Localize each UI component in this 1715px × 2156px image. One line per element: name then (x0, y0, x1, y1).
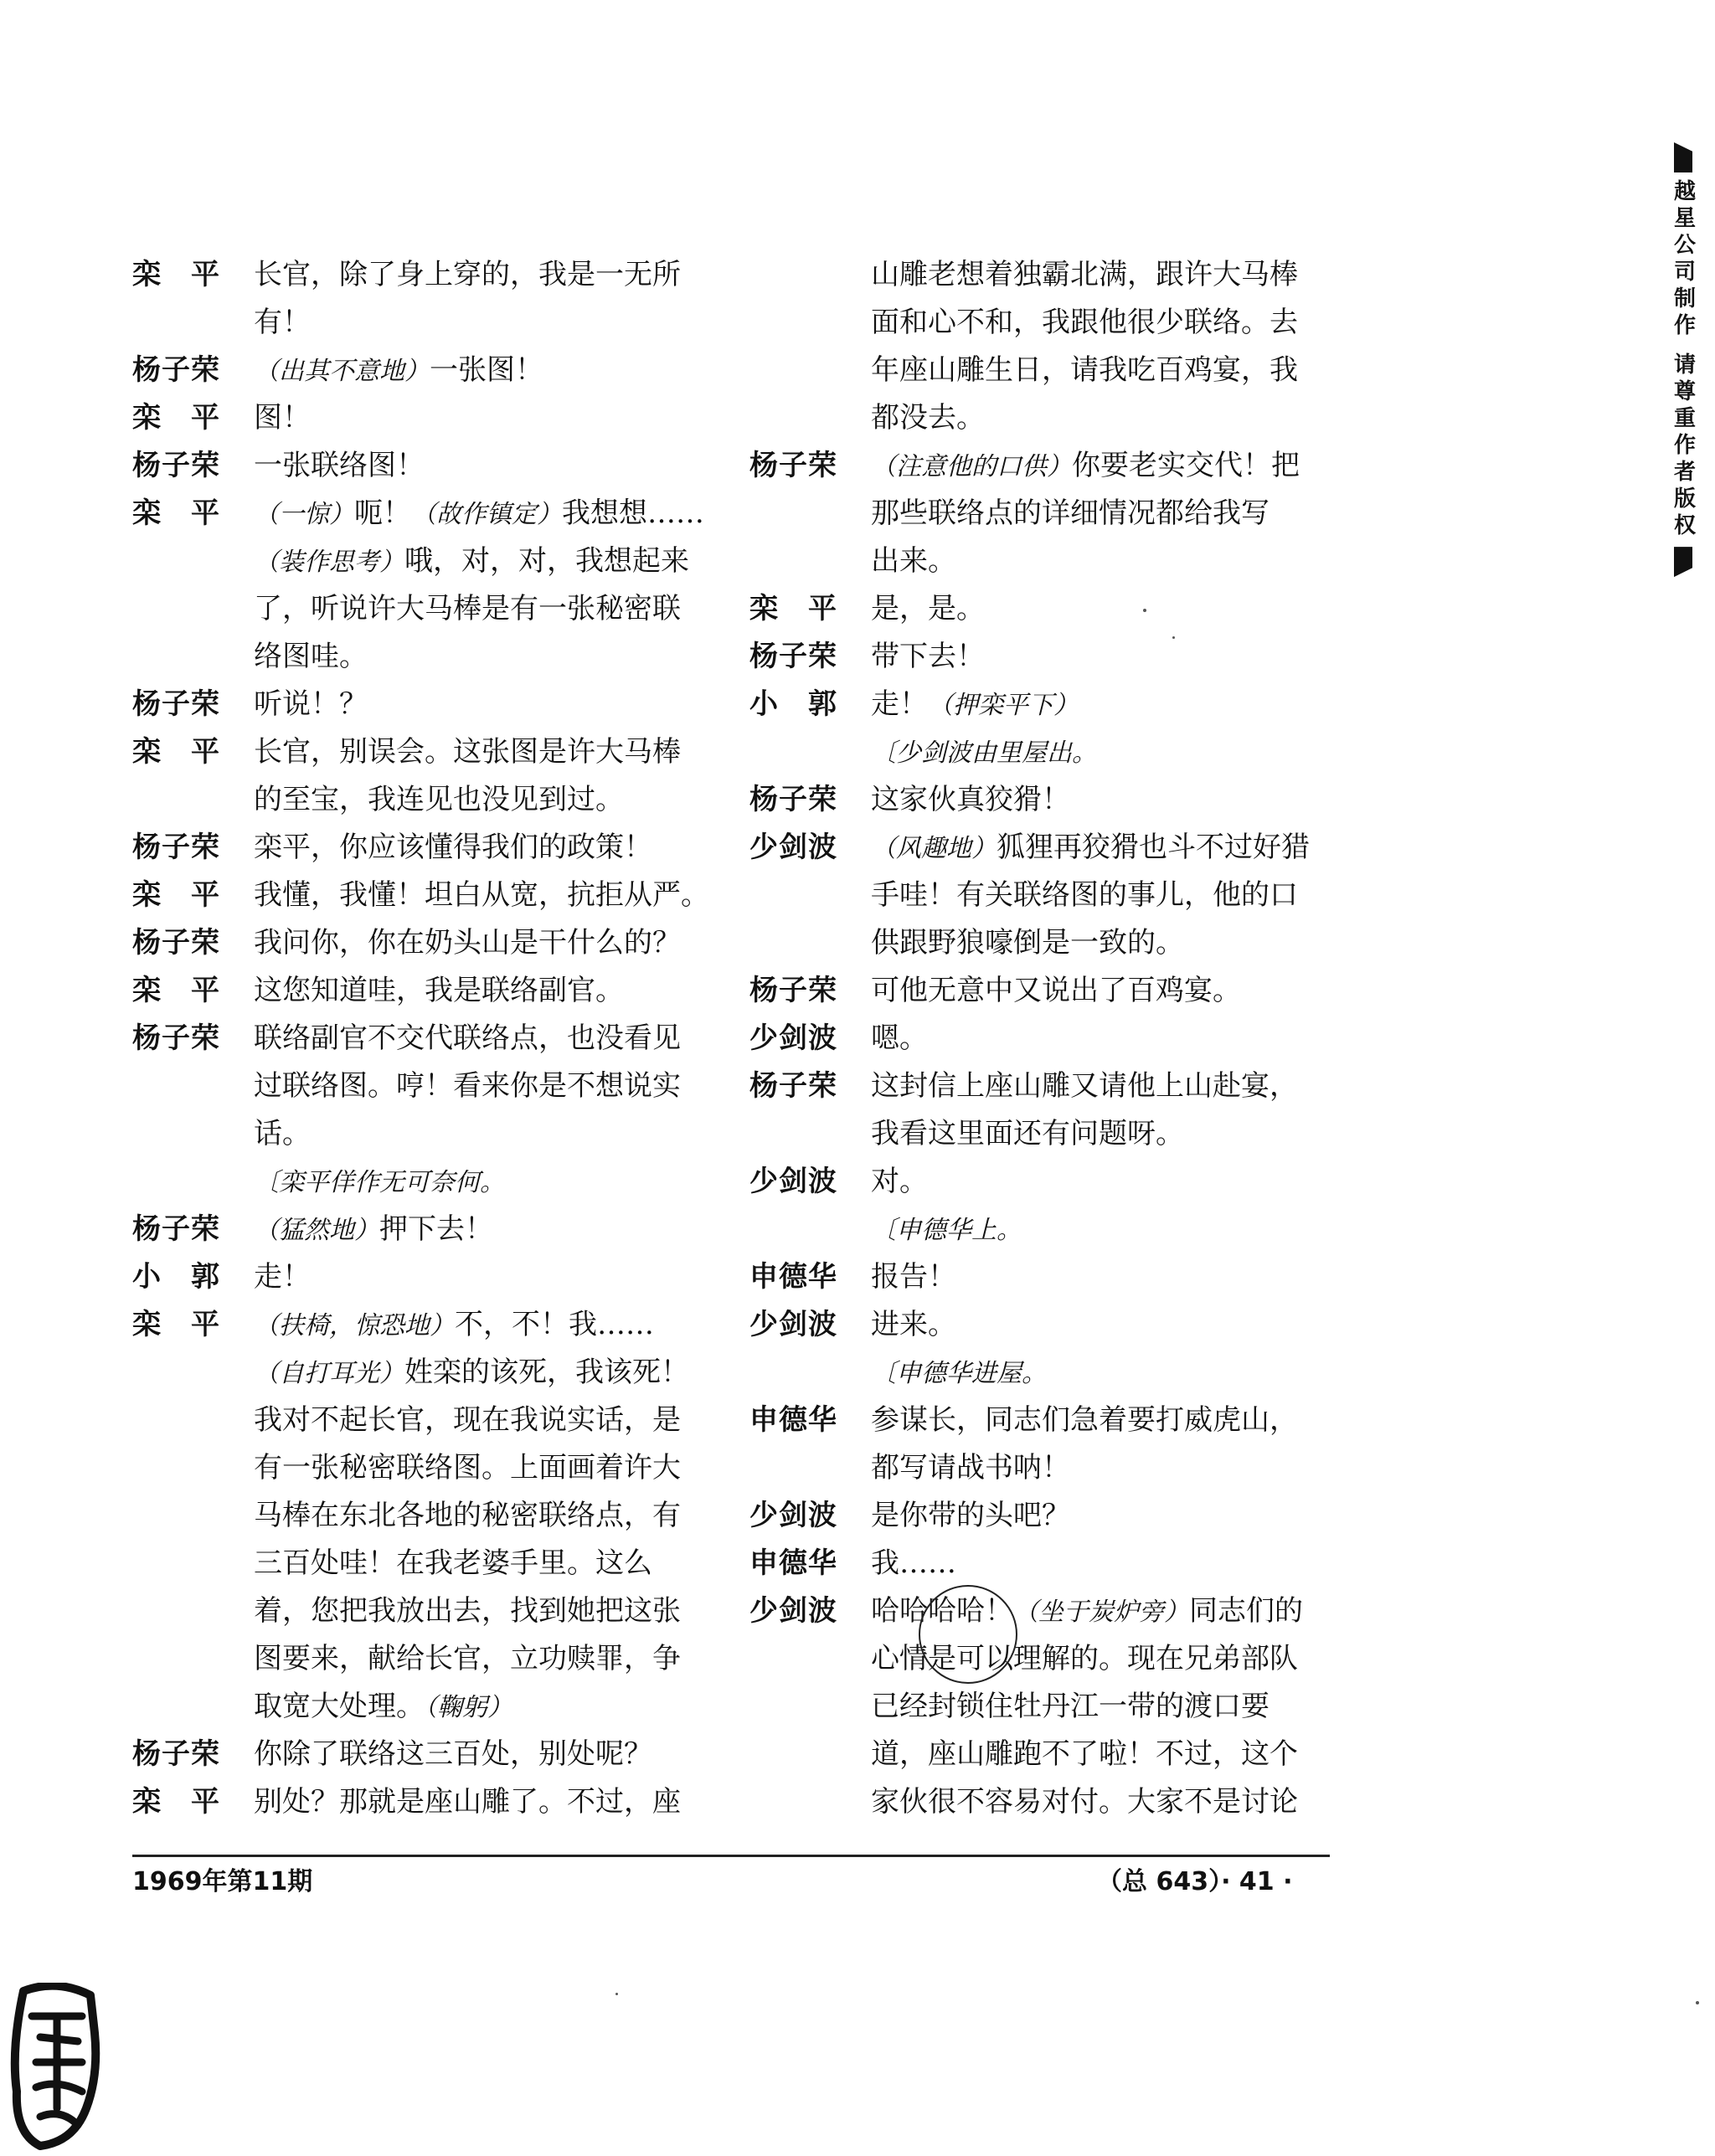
spoken-text: 带下去！ (871, 640, 985, 673)
dialogue-text (871, 1540, 956, 1587)
dialogue-line (749, 1731, 1336, 1778)
speaker-name: 少剑波 (749, 1594, 837, 1628)
stage-direction: （猛然地） (254, 1216, 379, 1245)
dialogue-text (871, 299, 1298, 347)
dialogue-line (749, 1492, 1336, 1540)
spoken-text: 马棒在东北各地的秘密联络点，有 (254, 1499, 681, 1532)
dialogue-text (871, 824, 1310, 872)
spoken-text: 道，座山雕跑不了啦！不过，这个 (871, 1737, 1298, 1771)
speaker-name: 杨子荣 (132, 1737, 220, 1771)
stage-direction: 〔少剑波由里屋出。 (871, 738, 1097, 768)
speaker-name: 栾 平 (132, 401, 220, 435)
dialogue-text (254, 681, 368, 728)
speaker-name: 杨子荣 (749, 783, 837, 816)
spoken-text: 一张图！ (430, 353, 543, 387)
dialogue-line (749, 1253, 1336, 1301)
spoken-text: 了，听说许大马棒是有一张秘密联 (254, 592, 681, 625)
dialogue-line (132, 538, 718, 585)
dialogue-line (749, 681, 1336, 728)
dialogue-line (132, 1778, 718, 1826)
dialogue-text (871, 251, 1298, 299)
dialogue-line (132, 872, 718, 919)
dialogue-text (254, 633, 368, 681)
dialogue-text (871, 776, 1070, 824)
spoken-text: 是，是。 (871, 592, 985, 625)
spoken-text: 同志们的 (1189, 1594, 1303, 1628)
speaker-name: 小 郭 (132, 1260, 220, 1294)
library-seal-stamp (7, 1983, 107, 2150)
dialogue-text (871, 1301, 956, 1349)
dialogue-line (132, 299, 718, 347)
dialogue-text (254, 1253, 311, 1301)
spoken-text: 着，您把我放出去，找到她把这张 (254, 1594, 681, 1628)
spoken-text: 出来。 (871, 544, 956, 578)
spoken-text: 都写请战书呐！ (871, 1451, 1070, 1485)
dialogue-text (871, 919, 1184, 967)
dialogue-text (254, 490, 704, 538)
stage-direction: （风趣地） (871, 834, 997, 863)
dialogue-text (254, 919, 681, 967)
dialogue-line (132, 1731, 718, 1778)
dialogue-line (749, 1015, 1336, 1063)
dialogue-line (132, 1540, 718, 1587)
spoken-text: 那些联络点的详细情况都给我写 (871, 497, 1270, 530)
stage-direction: （一惊） (254, 500, 354, 529)
spoken-text: 年座山雕生日，请我吃百鸡宴，我 (871, 353, 1298, 387)
spoken-text: 嗯。 (871, 1021, 928, 1055)
dialogue-line (749, 1587, 1336, 1635)
dialogue-line (749, 1301, 1336, 1349)
dialogue-line (132, 1444, 718, 1492)
spoken-text: 哈哈哈哈！ (871, 1594, 1013, 1628)
spoken-text: 你要老实交代！把 (1072, 449, 1300, 482)
dialogue-line (132, 919, 718, 967)
spoken-text: 这家伙真狡猾！ (871, 783, 1070, 816)
footer-rule (132, 1855, 1330, 1857)
dialogue-line (749, 1540, 1336, 1587)
spoken-text: 我对不起长官，现在我说实话，是 (254, 1403, 681, 1437)
dialogue-line (132, 633, 718, 681)
dialogue-line (132, 490, 718, 538)
stage-direction: （故作镇定） (411, 500, 562, 529)
speaker-name: 申德华 (749, 1403, 837, 1437)
speaker-name: 少剑波 (749, 831, 837, 864)
dialogue-text (254, 1015, 681, 1063)
dialogue-text (871, 490, 1270, 538)
speaker-name: 栾 平 (132, 497, 220, 530)
speaker-name: 栾 平 (132, 1308, 220, 1341)
dialogue-text (871, 538, 956, 585)
stage-direction: 〔申德华上。 (871, 1216, 1022, 1245)
dialogue-line (132, 1635, 718, 1683)
dialogue-line (132, 1253, 718, 1301)
dialogue-line (749, 633, 1336, 681)
dialogue-text (871, 1444, 1070, 1492)
dialogue-text (254, 1110, 311, 1158)
dialogue-line (749, 872, 1336, 919)
dialogue-line (749, 538, 1336, 585)
speaker-name: 少剑波 (749, 1021, 837, 1055)
speaker-name: 栾 平 (749, 592, 837, 625)
speaker-name: 少剑波 (749, 1165, 837, 1198)
speaker-name: 申德华 (749, 1260, 837, 1294)
dialogue-text (254, 1587, 681, 1635)
spoken-text: 押下去！ (379, 1212, 493, 1246)
dialogue-text (254, 1683, 512, 1731)
spoken-text: 这您知道哇，我是联络副官。 (254, 974, 624, 1007)
spoken-text: 我…… (871, 1546, 956, 1580)
dialogue-line (132, 394, 718, 442)
spoken-text: 供跟野狼嚎倒是一致的。 (871, 926, 1184, 960)
spoken-text: 一张联络图！ (254, 449, 425, 482)
copyright-sidebar (1666, 142, 1700, 577)
spoken-text: 图！ (254, 401, 311, 435)
spoken-text: 心情是可以理解的。现在兄弟部队 (871, 1642, 1298, 1675)
dialogue-text (254, 1778, 681, 1826)
dialogue-line (132, 1301, 718, 1349)
footer-issue: 1969年第11期 (132, 1867, 313, 1896)
spoken-text: 面和心不和，我跟他很少联络。去 (871, 306, 1298, 339)
spoken-text: 图要来，献给长官，立功赎罪，争 (254, 1642, 681, 1675)
dialogue-text (871, 442, 1300, 491)
dialogue-text (871, 1015, 928, 1063)
sidebar-copyright-text: 越星公司制作 请尊重作者版权 (1670, 179, 1696, 541)
spoken-text: 话。 (254, 1117, 311, 1150)
spoken-text: 走！ (871, 687, 928, 721)
dialogue-text (871, 681, 1079, 729)
spoken-text: 走！ (254, 1260, 311, 1294)
dialogue-text (871, 872, 1298, 919)
dialogue-text (254, 442, 425, 490)
dialogue-text (254, 1492, 681, 1540)
scan-speck (1143, 609, 1146, 612)
dialogue-line (749, 1158, 1336, 1206)
dialogue-line (132, 1492, 718, 1540)
dialogue-line (749, 347, 1336, 394)
dialogue-text (254, 1158, 505, 1207)
dialogue-text (254, 967, 624, 1015)
dialogue-text (254, 538, 689, 586)
dialogue-line (749, 1063, 1336, 1110)
stage-direction: （自打耳光） (254, 1359, 404, 1388)
dialogue-text (254, 1540, 652, 1587)
dialogue-text (254, 251, 681, 299)
dialogue-line (132, 251, 718, 299)
dialogue-text (871, 1397, 1298, 1444)
dialogue-line (132, 1349, 718, 1397)
dialogue-text (871, 1778, 1298, 1826)
speaker-name: 栾 平 (132, 974, 220, 1007)
dialogue-line (132, 681, 718, 728)
speaker-name: 少剑波 (749, 1499, 837, 1532)
spoken-text: 有一张秘密联络图。上面画着许大 (254, 1451, 681, 1485)
dialogue-text (254, 299, 311, 347)
spoken-text: 三百处哇！在我老婆手里。这么 (254, 1546, 652, 1580)
pen-circle-mark (919, 1585, 1017, 1684)
spoken-text: 已经封锁住牡丹江一带的渡口要 (871, 1690, 1270, 1723)
dialogue-line (749, 1397, 1336, 1444)
speaker-name: 杨子荣 (132, 831, 220, 864)
spoken-text: 参谋长，同志们急着要打威虎山， (871, 1403, 1298, 1437)
dialogue-line (749, 1349, 1336, 1397)
dialogue-text (871, 1158, 928, 1206)
dialogue-line (749, 1635, 1336, 1683)
dialogue-text (254, 728, 681, 776)
speaker-name: 杨子荣 (132, 1021, 220, 1055)
dialogue-text (254, 585, 681, 633)
spoken-text: 络图哇。 (254, 640, 368, 673)
dialogue-text (871, 728, 1097, 777)
dialogue-text (254, 1444, 681, 1492)
spoken-text: 都没去。 (871, 401, 985, 435)
speaker-name: 杨子荣 (749, 640, 837, 673)
stage-direction: （鞠躬） (425, 1693, 512, 1722)
dialogue-text (871, 1063, 1298, 1110)
dialogue-text (871, 633, 985, 681)
dialogue-text (254, 776, 624, 824)
dialogue-text (254, 394, 311, 442)
speaker-name: 少剑波 (749, 1308, 837, 1341)
footer-page-number: （总 643）· 41 · (1097, 1867, 1293, 1896)
spoken-text: 栾平，你应该懂得我们的政策！ (254, 831, 652, 864)
speaker-name: 杨子荣 (132, 687, 220, 721)
spoken-text: 不，不！我…… (455, 1308, 654, 1341)
speaker-name: 杨子荣 (132, 353, 220, 387)
spoken-text: 我问你，你在奶头山是干什么的？ (254, 926, 681, 960)
spoken-text: 我懂，我懂！坦白从宽，抗拒从严。 (254, 878, 709, 912)
dialogue-line (749, 728, 1336, 776)
dialogue-line (749, 1206, 1336, 1253)
dialogue-line (132, 1158, 718, 1206)
dialogue-text (871, 1683, 1270, 1731)
dialogue-text (254, 1635, 681, 1683)
spoken-text: 听说！？ (254, 687, 368, 721)
dialogue-text (254, 1397, 681, 1444)
spoken-text: 家伙很不容易对付。大家不是讨论 (871, 1785, 1298, 1819)
spoken-text: 我想想…… (562, 497, 704, 530)
speaker-name: 杨子荣 (132, 926, 220, 960)
dialogue-line (132, 967, 718, 1015)
dialogue-line (749, 1110, 1336, 1158)
speaker-name: 杨子荣 (132, 449, 220, 482)
dialogue-text (871, 1253, 956, 1301)
speaker-name: 栾 平 (132, 1785, 220, 1819)
spoken-text: 联络副官不交代联络点，也没看见 (254, 1021, 681, 1055)
dialogue-text (871, 347, 1298, 394)
dialogue-line (749, 442, 1336, 490)
stage-direction: （出其不意地） (254, 357, 430, 386)
dialogue-line (132, 442, 718, 490)
spoken-text: 的至宝，我连见也没见到过。 (254, 783, 624, 816)
spoken-text: 姓栾的该死，我该死！ (404, 1356, 689, 1389)
stage-direction: （注意他的口供） (871, 452, 1072, 481)
dialogue-text (871, 1492, 1070, 1540)
speaker-name: 杨子荣 (749, 449, 837, 482)
stage-direction: （坐于炭炉旁） (1013, 1598, 1189, 1627)
speaker-name: 栾 平 (132, 878, 220, 912)
dialogue-line (749, 919, 1336, 967)
sidebar-bottom-bar (1674, 547, 1692, 577)
dialogue-line (132, 776, 718, 824)
dialogue-line (749, 251, 1336, 299)
dialogue-line (132, 728, 718, 776)
dialogue-text (254, 347, 543, 395)
dialogue-line (749, 967, 1336, 1015)
dialogue-text (871, 967, 1241, 1015)
speaker-name: 栾 平 (132, 258, 220, 291)
dialogue-line (749, 824, 1336, 872)
dialogue-line (132, 1206, 718, 1253)
spoken-text: 这封信上座山雕又请他上山赴宴， (871, 1069, 1298, 1103)
spoken-text: 对。 (871, 1165, 928, 1198)
dialogue-text (871, 1731, 1298, 1778)
spoken-text: 有！ (254, 306, 311, 339)
dialogue-line (749, 299, 1336, 347)
spoken-text: 手哇！有关联络图的事儿，他的口 (871, 878, 1298, 912)
dialogue-line (749, 394, 1336, 442)
dialogue-line (749, 1444, 1336, 1492)
speaker-name: 杨子荣 (132, 1212, 220, 1246)
dialogue-text (254, 1349, 689, 1397)
spoken-text: 别处？那就是座山雕了。不过，座 (254, 1785, 681, 1819)
spoken-text: 长官，除了身上穿的，我是一无所 (254, 258, 681, 291)
speaker-name: 杨子荣 (749, 1069, 837, 1103)
scan-speck (1172, 636, 1175, 639)
speaker-name: 栾 平 (132, 735, 220, 769)
dialogue-line (132, 1397, 718, 1444)
dialogue-text (871, 1349, 1047, 1397)
dialogue-text (254, 824, 652, 872)
scan-speck (615, 1993, 618, 1995)
dialogue-line (132, 824, 718, 872)
speaker-name: 小 郭 (749, 687, 837, 721)
spoken-text: 山雕老想着独霸北满，跟许大马棒 (871, 258, 1298, 291)
dialogue-line (132, 1587, 718, 1635)
dialogue-text (871, 1206, 1022, 1254)
dialogue-line (749, 1683, 1336, 1731)
dialogue-text (871, 394, 985, 442)
stage-direction: （装作思考） (254, 548, 404, 577)
dialogue-text (871, 585, 985, 633)
spoken-text: 进来。 (871, 1308, 956, 1341)
dialogue-text (871, 1110, 1184, 1158)
dialogue-line (132, 1015, 718, 1063)
spoken-text: 呃！ (354, 497, 411, 530)
spoken-text: 报告！ (871, 1260, 956, 1294)
dialogue-text (254, 1731, 652, 1778)
stage-direction: （押栾平下） (928, 691, 1079, 720)
spoken-text: 你除了联络这三百处，别处呢？ (254, 1737, 652, 1771)
sidebar-top-bar (1674, 142, 1692, 172)
dialogue-line (132, 585, 718, 633)
stage-direction: （扶椅，惊恐地） (254, 1311, 455, 1340)
stage-direction: 〔申德华进屋。 (871, 1359, 1047, 1388)
dialogue-text (254, 872, 709, 919)
spoken-text: 是你带的头吧？ (871, 1499, 1070, 1532)
spoken-text: 长官，别误会。这张图是许大马棒 (254, 735, 681, 769)
speaker-name: 杨子荣 (749, 974, 837, 1007)
stage-direction: 〔栾平佯作无可奈何。 (254, 1168, 505, 1197)
dialogue-line (749, 585, 1336, 633)
spoken-text: 我看这里面还有问题呀。 (871, 1117, 1184, 1150)
dialogue-line (749, 490, 1336, 538)
spoken-text: 可他无意中又说出了百鸡宴。 (871, 974, 1241, 1007)
dialogue-line (132, 1063, 718, 1110)
dialogue-text (254, 1063, 681, 1110)
left-column (132, 251, 718, 1826)
speaker-name: 申德华 (749, 1546, 837, 1580)
scan-speck (1696, 2001, 1699, 2004)
spoken-text: 过联络图。哼！看来你是不想说实 (254, 1069, 681, 1103)
spoken-text: 狐狸再狡猾也斗不过好猎 (997, 831, 1310, 864)
dialogue-text (254, 1206, 493, 1254)
dialogue-line (132, 1110, 718, 1158)
spoken-text: 哦，对，对，我想起来 (404, 544, 689, 578)
dialogue-line (749, 776, 1336, 824)
dialogue-text (254, 1301, 654, 1350)
right-column (749, 251, 1336, 1826)
spoken-text: 取宽大处理。 (254, 1690, 425, 1723)
dialogue-line (132, 347, 718, 394)
dialogue-line (749, 1778, 1336, 1826)
dialogue-line (132, 1683, 718, 1731)
